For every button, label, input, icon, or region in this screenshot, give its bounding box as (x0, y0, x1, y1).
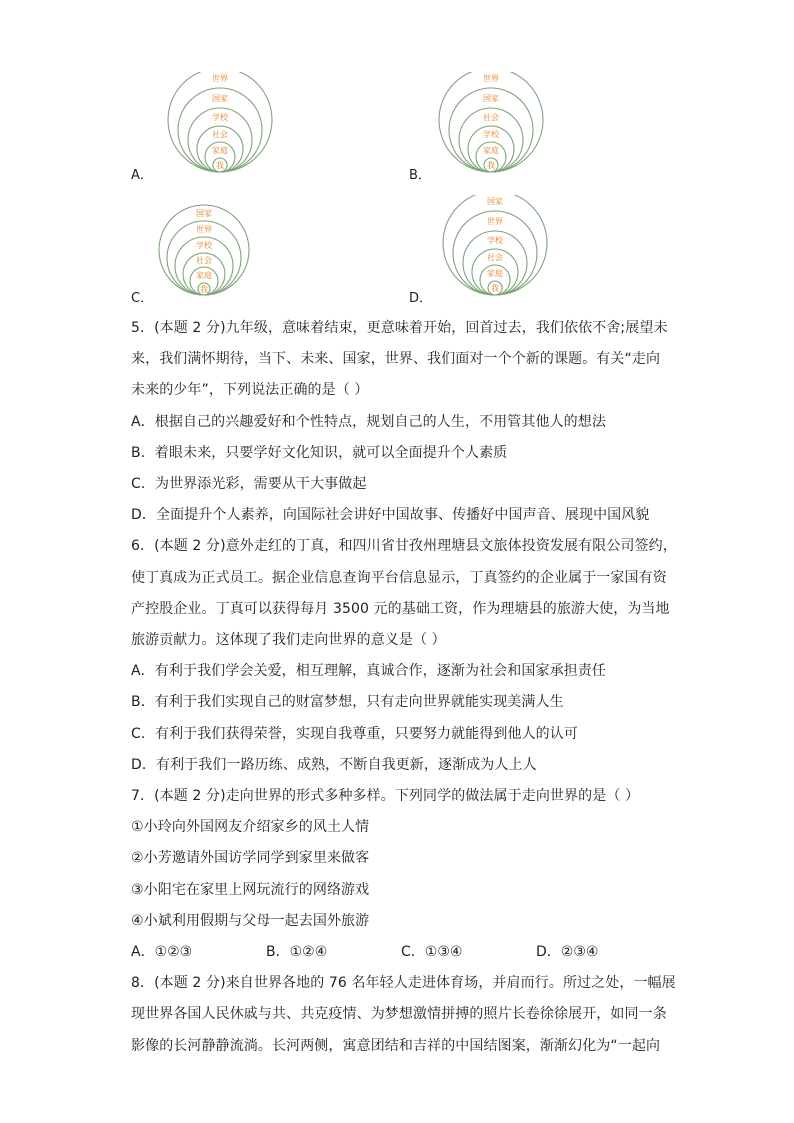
q5-option-c: C．为世界添光彩，需要从干大事做起 (131, 476, 367, 493)
ring-label-3: 学校 (487, 236, 503, 245)
q8-stem-line-2: 现世界各国人民休戚与共、共克疫情、为梦想激情拼搏的照片长卷徐徐展开，如同一条 (131, 1006, 667, 1023)
ring-label-5: 家庭 (483, 146, 499, 155)
ring-1 (439, 72, 543, 172)
q8-stem-line-3: 影像的长河静静流淌。长河两侧，寓意团结和吉祥的中国结图案，渐渐幻化为“一起向 (131, 1037, 661, 1054)
question-8 (131, 968, 676, 1062)
questions-text (131, 313, 677, 1062)
q8-stem-line-1: 8．(本题 2 分)来自世界各地的 76 名年轻人走进体育场，并肩而行。所过之处，一幅展 (131, 975, 676, 992)
q6-option-c: C．有利于我们获得荣誉，实现自我尊重，只要努力就能得到他人的认可 (131, 725, 578, 742)
ring-1 (159, 205, 249, 295)
question-5 (131, 313, 671, 531)
question-7 (131, 781, 671, 968)
q4-option-b-letter: B． (409, 168, 431, 183)
q4-option-d-diagram (441, 195, 549, 297)
ring-label-3: 学校 (212, 113, 228, 122)
ring-label-4: 社会 (487, 253, 503, 262)
nested-circles-diagram-c (158, 195, 250, 297)
nested-circles-diagram-b (437, 72, 545, 174)
q4-option-b-diagram (437, 72, 545, 174)
ring-label-1: 世界 (483, 74, 499, 83)
ring-label-6: 我 (200, 285, 208, 294)
ring-label-2: 国家 (483, 94, 499, 103)
ring-label-1: 国家 (196, 209, 212, 218)
ring-label-2: 世界 (487, 217, 503, 226)
q7-item-2: ②小芳邀请外国访学同学到家里来做客 (131, 850, 370, 867)
ring-label-6: 我 (487, 161, 495, 170)
ring-label-1: 世界 (212, 74, 228, 83)
q4-options-row-2 (0, 195, 794, 315)
ring-label-2: 国家 (212, 94, 228, 103)
q5-stem-line-2: 来，我们满怀期待，当下、未来、国家，世界、我们面对一个个新的课题。有关“走向 (131, 351, 661, 368)
q7-option-b: B．①②④ (266, 944, 328, 961)
ring-label-3: 学校 (196, 241, 212, 250)
q5-option-a: A．根据自己的兴趣爱好和个性特点，规划自己的人生，不用管其他人的想法 (131, 413, 606, 430)
ring-label-2: 世界 (196, 225, 212, 234)
question-6 (131, 531, 677, 781)
ring-label-5: 家庭 (212, 146, 228, 155)
q7-option-d: D．②③④ (536, 944, 599, 961)
ring-label-4: 社会 (212, 130, 228, 139)
q7-item-4: ④小斌利用假期与父母一起去国外旅游 (131, 912, 370, 929)
q7-options (131, 937, 671, 968)
q5-stem-line-1: 5．(本题 2 分)九年级，意味着结束，更意味着开始，回首过去，我们依依不舍;展望未 (131, 320, 668, 336)
ring-label-6: 我 (216, 161, 224, 170)
q7-stem: 7．(本题 2 分)走向世界的形式多种多样。下列同学的做法属于走向世界的是（ ） (131, 788, 640, 805)
q4-options-row-1 (0, 72, 794, 192)
ring-label-1: 国家 (487, 197, 503, 206)
ring-label-4: 社会 (196, 256, 212, 265)
ring-label-6: 我 (491, 284, 499, 293)
q7-item-1: ①小玲向外国网友介绍家乡的风土人情 (131, 819, 370, 836)
q5-option-d: D．全面提升个人素养，向国际社会讲好中国故事、传播好中国声音、展现中国风貌 (131, 507, 650, 524)
ring-label-4: 学校 (483, 130, 499, 139)
q4-option-a-diagram (166, 72, 274, 174)
q6-option-b: B．有利于我们实现自己的财富梦想，只有走向世界就能实现美满人生 (131, 694, 564, 711)
ring-1 (443, 195, 547, 295)
q6-option-a: A．有利于我们学会关爱，相互理解，真诚合作，逐渐为社会和国家承担责任 (131, 663, 606, 680)
q7-option-a: A．①②③ (131, 944, 193, 961)
q6-stem-line-3: 产控股企业。丁真可以获得每月 3500 元的基础工资，作为理塘县的旅游大使，为当地 (131, 600, 670, 617)
q4-option-d-letter: D． (409, 291, 433, 306)
q4-option-a-letter: A． (131, 168, 153, 183)
q4-option-c-diagram (158, 195, 250, 297)
q6-option-d: D．有利于我们一路历练、成熟，不断自我更新，逐渐成为人上人 (131, 756, 537, 773)
nested-circles-diagram-d (441, 195, 549, 297)
q6-stem-line-1: 6．(本题 2 分)意外走红的丁真，和四川省甘孜州理塘县文旅体投资发展有限公司签约， (131, 538, 677, 555)
q5-stem-line-3: 未来的少年”，下列说法正确的是（ ） (131, 382, 369, 399)
nested-circles-diagram-a (166, 72, 274, 174)
ring-label-3: 社会 (483, 113, 499, 122)
ring-label-5: 家庭 (196, 271, 212, 280)
ring-label-5: 家庭 (487, 269, 503, 278)
q7-option-c: C．①③④ (401, 944, 463, 961)
ring-1 (168, 72, 272, 172)
q4-option-c-letter: C． (131, 291, 154, 306)
q5-option-b: B．着眼未来，只要学好文化知识，就可以全面提升个人素质 (131, 444, 508, 461)
q7-item-3: ③小阳宅在家里上网玩流行的网络游戏 (131, 881, 370, 898)
q6-stem-line-4: 旅游贡献力。这体现了我们走向世界的意义是（ ） (131, 632, 446, 649)
q6-stem-line-2: 使丁真成为正式员工。据企业信息查询平台信息显示，丁真签约的企业属于一家国有资 (131, 569, 667, 586)
